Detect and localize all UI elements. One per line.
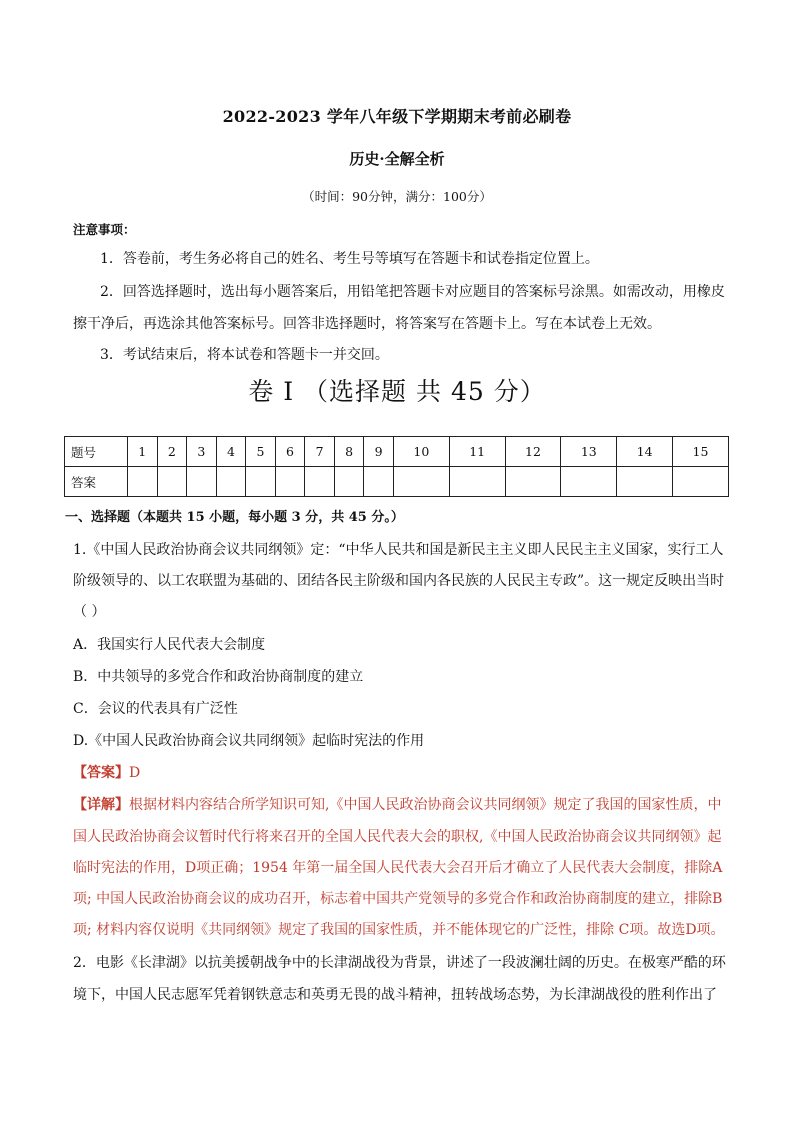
question-number-cell: 11: [449, 437, 505, 467]
question-number-cell: 5: [246, 437, 276, 467]
q1-option-a: A．我国实行人民代表大会制度: [73, 637, 266, 653]
question-number-cell: 2: [157, 437, 187, 467]
answer-table-number-row: [65, 437, 729, 467]
notice-item-3: 3．考试结束后，将本试卷和答题卡一并交回。: [100, 347, 389, 363]
answer-cell: [505, 467, 561, 497]
time-info: （时间：90分钟，满分：100分）: [302, 189, 492, 204]
question-number-cell: 13: [561, 437, 617, 467]
question-number-cell: 3: [187, 437, 217, 467]
q1-stem-line-1: 1.《中国人民政治协商会议共同纲领》定：“中华人民共和国是新民主主义即人民民主主义国家，实行工人: [73, 542, 724, 558]
question-number-cell: 1: [128, 437, 158, 467]
q1-detail-line-1: [73, 794, 733, 814]
answer-cell: [305, 467, 335, 497]
notice-item-1: 1．答卷前，考生务必将自己的姓名、考生号等填写在答题卡和试卷指定位置上。: [100, 251, 599, 267]
notice-item-2-line-1: 2．回答选择题时，选出每小题答案后，用铅笔把答题卡对应题目的答案标号涂黑。如需改动，用橡皮: [100, 284, 725, 300]
question-number-cell: 7: [305, 437, 335, 467]
question-number-cell: 8: [334, 437, 364, 467]
q1-stem-line-3: （ ）: [73, 604, 106, 620]
answer-cell: [128, 467, 158, 497]
question-number-cell: 14: [617, 437, 673, 467]
answer-table: [64, 436, 729, 497]
question-number-cell: 10: [393, 437, 449, 467]
answer-cell: [364, 467, 394, 497]
q1-answer: [73, 762, 733, 782]
answer-cell: [617, 467, 673, 497]
answer-cell: [672, 467, 728, 497]
answer-cell: [449, 467, 505, 497]
notice-item-2-line-2: 擦干净后，再选涂其他答案标号。回答非选择题时，将答案写在答题卡上。写在本试卷上无效。: [73, 316, 661, 332]
answer-cell: [216, 467, 246, 497]
answer-cell: [187, 467, 217, 497]
answer-cell: [246, 467, 276, 497]
answer-cell: [157, 467, 187, 497]
q2-stem-line-1: 2．电影《长津湖》以抗美援朝战争中的长津湖战役为背景，讲述了一段波澜壮阔的历史。在极寒严酷的环: [73, 955, 726, 971]
q1-detail-line-4: 项; 中国人民政治协商会议的成功召开，标志着中国共产党领导的多党合作和政治协商制度的建立，排除B: [73, 891, 723, 907]
detail-text: 根据材料内容结合所学知识可知,《中国人民政治协商会议共同纲领》规定了我国的国家性质，中: [129, 797, 722, 813]
detail-label: 【详解】: [73, 797, 129, 813]
part-heading: 一、选择题（本题共 15 小题，每小题 3 分，共 45 分。）: [65, 510, 404, 525]
answer-cell: [275, 467, 305, 497]
answer-value: D: [129, 765, 141, 781]
page-subtitle: 历史·全解全析: [349, 150, 445, 168]
answer-label: 【答案】: [73, 765, 129, 781]
row-label-number: 题号: [65, 437, 128, 467]
answer-cell: [561, 467, 617, 497]
question-number-cell: 12: [505, 437, 561, 467]
answer-cell: [334, 467, 364, 497]
question-number-cell: 9: [364, 437, 394, 467]
question-number-cell: 15: [672, 437, 728, 467]
answer-cell: [393, 467, 449, 497]
page-title: 2022-2023 学年八年级下学期期末考前必刷卷: [222, 107, 572, 126]
answer-table-answer-row: [65, 467, 729, 497]
q1-stem-line-2: 阶级领导的、以工农联盟为基础的、团结各民主阶级和国内各民族的人民民主专政”。这一规定反映出当时: [73, 573, 725, 589]
q1-option-c: C．会议的代表具有广泛性: [73, 701, 238, 717]
notice-heading: 注意事项：: [73, 222, 136, 237]
question-number-cell: 4: [216, 437, 246, 467]
row-label-answer: 答案: [65, 467, 128, 497]
question-number-cell: 6: [275, 437, 305, 467]
q2-stem-line-2: 境下，中国人民志愿军凭着钢铁意志和英勇无畏的战斗精神，扭转战场态势，为长津湖战役的胜利作出了: [73, 987, 717, 1003]
q1-detail-line-5: 项; 材料内容仅说明《共同纲领》规定了我国的国家性质，并不能体现它的广泛性，排除 C项。故选D项。: [73, 922, 725, 938]
section-title: 卷 I （选择题 共 45 分）: [248, 377, 546, 406]
q1-option-d: D.《中国人民政治协商会议共同纲领》起临时宪法的作用: [73, 733, 425, 749]
q1-detail-line-3: 临时宪法的作用，D项正确；1954 年第一届全国人民代表大会召开后才确立了人民代表大会制度，排除A: [73, 860, 723, 876]
q1-option-b: B．中共领导的多党合作和政治协商制度的建立: [73, 669, 364, 685]
q1-detail-line-2: 国人民政治协商会议暂时代行将来召开的全国人民代表大会的职权,《中国人民政治协商会议共同纲领》起: [73, 829, 722, 845]
